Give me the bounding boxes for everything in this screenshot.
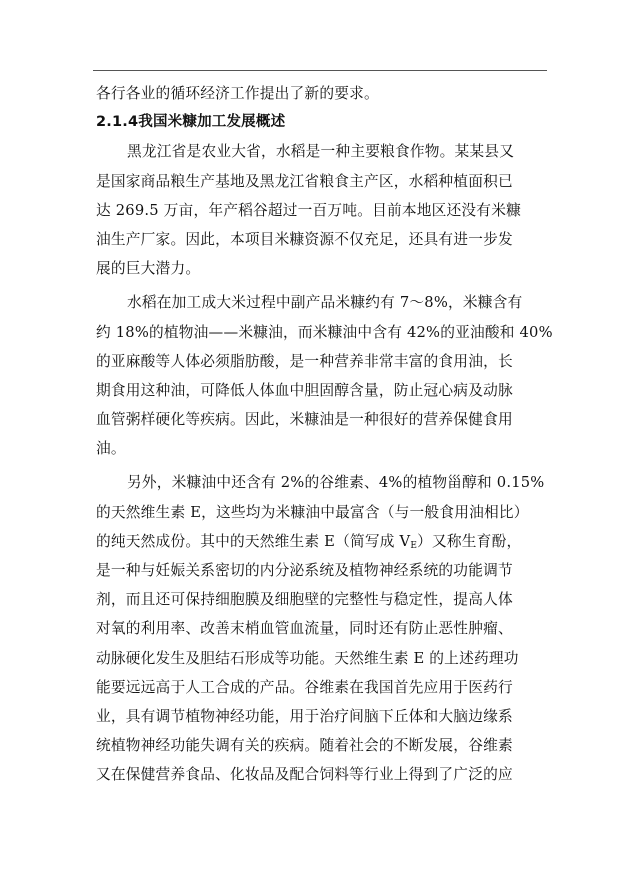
page-body: [96, 79, 553, 790]
text-line: 各行各业的循环经济工作提出了新的要求。: [96, 85, 379, 102]
paragraph-1-line: 黑龙江省是农业大省，水稻是一种主要粮食作物。某某县又: [127, 143, 515, 161]
paragraph-1-line: 达 269.5 万亩，年产稻谷超过一百万吨。目前本地区还没有米糠: [96, 201, 521, 219]
paragraph-3-line: 又在保健营养食品、化妆品及配合饲料等行业上得到了广泛的应: [96, 766, 513, 784]
header-rule: [93, 70, 547, 71]
paragraph-3-line: 能要远远高于人工合成的产品。谷维素在我国首先应用于医药行: [96, 678, 513, 696]
paragraph-2-line: 约 18%的植物油——米糠油，而米糠油中含有 42%的亚油酸和 40%: [96, 323, 553, 341]
paragraph-2-line: 的亚麻酸等人体必须脂肪酸，是一种营养非常丰富的食用油，长: [96, 352, 513, 370]
paragraph-1-line: 油生产厂家。因此，本项目米糠资源不仅充足，还具有进一步发: [96, 230, 513, 248]
paragraph-3-line: 剂，而且还可保持细胞膜及细胞壁的完整性与稳定性，提高人体: [96, 591, 513, 609]
paragraph-3-line: [96, 527, 547, 556]
paragraph-2-line: 期食用这种油，可降低人体血中胆固醇含量，防止冠心病及动脉: [96, 381, 513, 399]
paragraph-1-line: 展的巨大潜力。: [96, 260, 201, 278]
paragraph-2-line: 水稻在加工成大米过程中副产品米糠约有 7～8%，米糠含有: [127, 294, 523, 312]
paragraph-2-line: 油。: [96, 440, 126, 458]
line-text-after: ）又称生育酚，: [417, 532, 522, 550]
subscript-e: E: [410, 540, 418, 551]
paragraph-3-line: 对氧的利用率、改善末梢血管血流量，同时还有防止恶性肿瘤、: [96, 620, 513, 638]
line-text: 的纯天然成份。其中的天然维生素 E（简写成 V: [96, 532, 411, 550]
paragraph-3-line: 另外，米糠油中还含有 2%的谷维素、4%的植物甾醇和 0.15%: [127, 474, 545, 492]
paragraph-3-line: 统植物神经功能失调有关的疾病。随着社会的不断发展，谷维素: [96, 737, 513, 755]
paragraph-3-line: 业，具有调节植物神经功能，用于治疗间脑下丘体和大脑边缘系: [96, 707, 513, 725]
paragraph-3-line: 动脉硬化发生及胆结石形成等功能。天然维生素 E 的上述药理功: [96, 649, 519, 667]
paragraph-2-line: 血管粥样硬化等疾病。因此，米糠油是一种很好的营养保健食用: [96, 411, 513, 429]
paragraph-3-line: 是一种与妊娠关系密切的内分泌系统及植物神经系统的功能调节: [96, 562, 513, 579]
section-heading: 2.1.4我国米糠加工发展概述: [96, 114, 286, 131]
paragraph-1-line: 是国家商品粮生产基地及黑龙江省粮食主产区，水稻种植面积已: [96, 172, 513, 190]
paragraph-3-line: 的天然维生素 E，这些均为米糠油中最富含（与一般食用油相比）: [96, 503, 529, 521]
